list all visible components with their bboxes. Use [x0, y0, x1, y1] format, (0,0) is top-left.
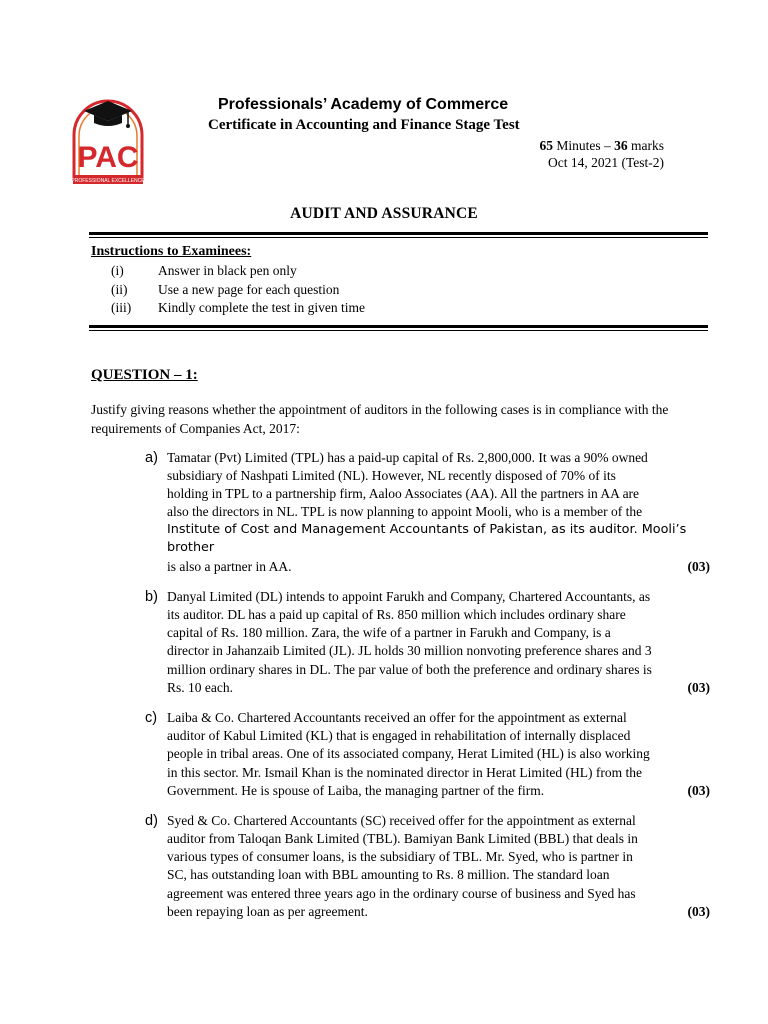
part-marks: (03) [687, 679, 710, 695]
instruction-item: (ii) Use a new page for each question [111, 281, 340, 297]
logo-graphic [70, 95, 146, 190]
certificate-title: Certificate in Accounting and Finance Stage Test [208, 117, 520, 133]
marks-label: marks [631, 138, 664, 153]
minutes-value: 65 [539, 138, 553, 153]
part-marks: (03) [687, 782, 710, 798]
part-letter: d) [145, 813, 158, 830]
divider-top [89, 232, 708, 238]
part-marks: (03) [687, 903, 710, 919]
part-letter: c) [145, 710, 158, 727]
question-part-c: c) Laiba & Co. Chartered Accountants received an offer for the appointment as external auditor of Kabul Limited (KL) that is engaged in rehabilitation of internally displaced people in tribal areas. One of its associated company, Herat Limited (HL) is also working in this sector. Mr. Ismail Khan is the nominated director in Herat Limited (HL) from the Government. He is spouse of Laiba, the managing partner of the firm. (03) [145, 709, 710, 799]
subject-title: AUDIT AND ASSURANCE [290, 205, 478, 222]
part-marks: (03) [687, 558, 710, 574]
instruction-item: (iii) Kindly complete the test in given time [111, 300, 365, 315]
part-letter: a) [145, 450, 158, 466]
question-intro: Justify giving reasons whether the appointment of auditors in the following cases is in compliance with the requirements of Companies Act, 2017: [91, 402, 669, 436]
marks-value: 36 [614, 138, 628, 153]
test-date: Oct 14, 2021 (Test-2) [547, 155, 664, 170]
divider-bottom [89, 325, 708, 331]
academy-name: Professionals’ Academy of Commerce [218, 96, 509, 113]
minutes-label: Minutes – [556, 138, 611, 153]
logo-tagline: PROFESSIONAL EXCELLENCE [71, 178, 145, 184]
pac-logo [70, 95, 146, 190]
test-meta [539, 137, 664, 171]
logo-text: PAC [77, 141, 139, 174]
instruction-item: (i) Answer in black pen only [111, 263, 297, 278]
instructions-list [111, 262, 365, 318]
question-part-d: d) Syed & Co. Chartered Accountants (SC) received offer for the appointment as external auditor from Taloqan Bank Limited (TBL). Bamiyan Bank Limited (BBL) that deals in various types of consumer loans, is the subsidiary of TBL. Mr. Syed, who is partner in SC, has outstanding loan with BBL amounting to Rs. 8 million. The standard loan agreement was entered three years ago in the ordinary course of business and Syed has been repaying loan as per agreement. (03) [145, 812, 710, 921]
part-letter: b) [145, 589, 158, 606]
question-parts [145, 449, 710, 933]
question-title: QUESTION – 1: [91, 367, 198, 383]
instructions-heading: Instructions to Examinees: [91, 244, 252, 259]
duration-line [539, 137, 664, 154]
question-part-a: a) Tamatar (Pvt) Limited (TPL) has a paid-up capital of Rs. 2,800,000. It was a 90% owned subsidiary of Nashpati Limited (NL). However, NL recently disposed of 70% of its holding in TPL to a partnership firm, Aaloo Associates (AA). All the partners in AA are also the directors in NL. TPL is now planning to appoint Mooli, who is a member of the Institute of Cost and Management Accountants of Pakistan, as its auditor. Mooli’s brother is also a partner in AA. (03) [145, 449, 710, 576]
question-part-b: b) Danyal Limited (DL) intends to appoint Farukh and Company, Chartered Accountants, as its auditor. DL has a paid up capital of Rs. 850 million which includes ordinary share capital of Rs. 180 million. Zara, the wife of a partner in Farukh and Company, is a director in Jahanzaib Limited (JL). JL holds 30 million nonvoting preference shares and 3 million ordinary shares in DL. The par value of both the preference and ordinary shares is Rs. 10 each. (03) [145, 588, 710, 697]
